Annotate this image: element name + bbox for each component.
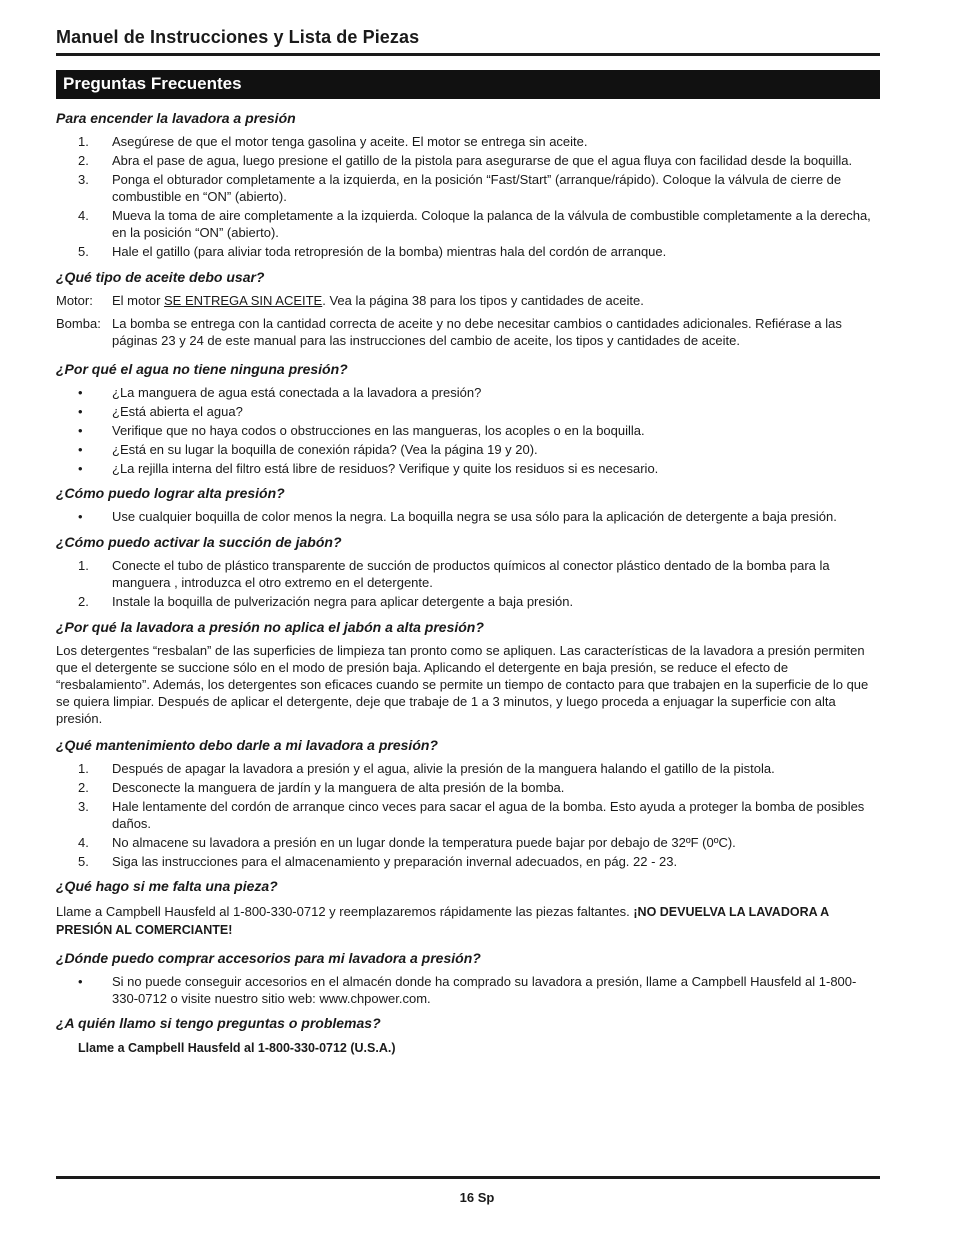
motor-underlined: SE ENTREGA SIN ACEITE xyxy=(164,293,323,308)
faq-heading-oil: ¿Qué tipo de aceite debo usar? xyxy=(56,269,265,285)
soap-suction-steps xyxy=(56,557,880,610)
faq-heading-soap-high-pressure: ¿Por qué la lavadora a presión no aplica el jabón a alta presión? xyxy=(56,619,484,635)
faq-content xyxy=(56,109,880,1057)
list-item: 2. Abra el pase de agua, luego presione el gatillo de la pistola para asegurarse de que el agua fluya con facilidad desde la boquilla. xyxy=(78,153,853,168)
list-item: 3. Hale lentamente del cordón de arranque cinco veces para sacar el agua de la bomba. Esto ayuda a proteger la bomba de posibles daños. xyxy=(78,799,865,831)
footer-rule xyxy=(56,1176,880,1179)
faq-heading-high-pressure: ¿Cómo puedo lograr alta presión? xyxy=(56,485,285,501)
high-pressure-tips xyxy=(56,508,880,525)
faq-heading-accessories: ¿Dónde puedo comprar accesorios para mi lavadora a presión? xyxy=(56,950,481,966)
missing-part-answer: Llame a Campbell Hausfeld al 1-800-330-0712 y reemplazaremos rápidamente las piezas faltantes. ¡NO DEVUELVA LA LAVADORA A PRESIÓN AL COMERCIANTE! xyxy=(56,904,829,937)
list-item: 2. Instale la boquilla de pulverización negra para aplicar detergente a baja presión. xyxy=(78,594,574,609)
list-item: • ¿Está abierta el agua? xyxy=(78,404,243,419)
list-item: 2. Desconecte la manguera de jardín y la manguera de alta presión de la bomba. xyxy=(78,780,565,795)
faq-heading-soap-suction: ¿Cómo puedo activar la succión de jabón? xyxy=(56,534,342,550)
section-bar xyxy=(56,70,880,99)
list-item: • Use cualquier boquilla de color menos la negra. La boquilla negra se usa sólo para la aplicación de detergente a baja presión. xyxy=(78,509,837,524)
faq-heading-start: Para encender la lavadora a presión xyxy=(56,110,296,126)
title-rule xyxy=(56,53,880,56)
faq-heading-maintenance: ¿Qué mantenimiento debo darle a mi lavadora a presión? xyxy=(56,737,438,753)
oil-motor-row: Motor: El motor SE ENTREGA SIN ACEITE. Vea la página 38 para los tipos y cantidades de aceite. xyxy=(56,293,644,308)
list-item: 1. Después de apagar la lavadora a presión y el agua, alivie la presión de la manguera halando el gatillo de la pistola. xyxy=(78,761,775,776)
list-item: 4. Mueva la toma de aire completamente a la izquierda. Coloque la palanca de la válvula de combustible completamente a la derecha, en la posición “ON” (abierto). xyxy=(78,208,871,240)
soap-explanation: Los detergentes “resbalan” de las superficies de limpieza tan pronto como se apliquen. Las características de la lavadora a presión permiten que el detergente se succione sólo en el modo de presión baja. Aplicando el detergente en baja presión, se reduce el efecto de “resbalamiento”. Además, los detergentes son eficaces cuando se permite un tiempo de contacto para que trabajen en la superficie de lo que se quiera limpiar. Después de aplicar el detergente, deje que trabaje de 1 a 3 minutos, y luego proceda a enjuagar la superficie con alta presión. xyxy=(56,643,869,726)
maintenance-steps xyxy=(56,760,880,870)
list-item: • ¿La rejilla interna del filtro está libre de residuos? Verifique y quite los residuos si es necesario. xyxy=(78,461,659,476)
do-not-return-warning: ¡NO DEVUELVA LA LAVADORA A PRESIÓN AL COMERCIANTE! xyxy=(56,905,829,937)
list-item: • Si no puede conseguir accesorios en el almacén donde ha comprado su lavadora a presión, llame a Campbell Hausfeld al 1-800-330-0712 o visite nuestro sitio web: www.chpower.com. xyxy=(78,974,857,1006)
list-item: 1. Conecte el tubo de plástico transparente de succión de productos químicos al conector plástico dentado de la bomba para la manguera , introduzca el otro extremo en el detergente. xyxy=(78,558,830,590)
faq-heading-no-pressure: ¿Por qué el agua no tiene ninguna presión? xyxy=(56,361,348,377)
motor-term: Motor: xyxy=(56,293,93,308)
list-item: 5. Siga las instrucciones para el almacenamiento y preparación invernal adecuados, en pág. 22 - 23. xyxy=(78,854,678,869)
accessories-tips xyxy=(56,973,880,1007)
list-item: 3. Ponga el obturador completamente a la izquierda, en la posición “Fast/Start” (arranque/rápido). Coloque la válvula de cierre de combustible en “ON” (abierto). xyxy=(78,172,842,204)
faq-heading-missing-part: ¿Qué hago si me falta una pieza? xyxy=(56,878,278,894)
list-item: 4. No almacene su lavadora a presión en un lugar donde la temperatura puede bajar por debajo de 32ºF (0ºC). xyxy=(78,835,736,850)
no-pressure-checks xyxy=(56,384,880,477)
contact-phone: Llame a Campbell Hausfeld al 1-800-330-0712 (U.S.A.) xyxy=(78,1041,396,1055)
section-title: Preguntas Frecuentes xyxy=(63,74,242,93)
list-item: 1. Asegúrese de que el motor tenga gasolina y aceite. El motor se entrega sin aceite. xyxy=(78,134,588,149)
list-item: 5. Hale el gatillo (para aliviar toda retropresión de la bomba) mientras hala del cordón de arranque. xyxy=(78,244,667,259)
pump-term: Bomba: xyxy=(56,316,101,331)
list-item: • ¿Está en su lugar la boquilla de conexión rápida? (Vea la página 19 y 20). xyxy=(78,442,538,457)
start-steps xyxy=(56,133,880,260)
faq-heading-contact: ¿A quién llamo si tengo preguntas o problemas? xyxy=(56,1015,381,1031)
page-number: 16 Sp xyxy=(459,1190,495,1205)
list-item: • ¿La manguera de agua está conectada a la lavadora a presión? xyxy=(78,385,482,400)
list-item: • Verifique que no haya codos o obstrucciones en las mangueras, los acoples o en la boquilla. xyxy=(78,423,645,438)
document-title: Manuel de Instrucciones y Lista de Piezas xyxy=(56,27,420,47)
oil-pump-row: Bomba: La bomba se entrega con la cantidad correcta de aceite y no debe necesitar cambios o cantidades adicionales. Refiérase a las páginas 23 y 24 de este manual para las instrucciones del cambio de aceite, los tipos y cantidades de aceite. xyxy=(56,316,842,348)
